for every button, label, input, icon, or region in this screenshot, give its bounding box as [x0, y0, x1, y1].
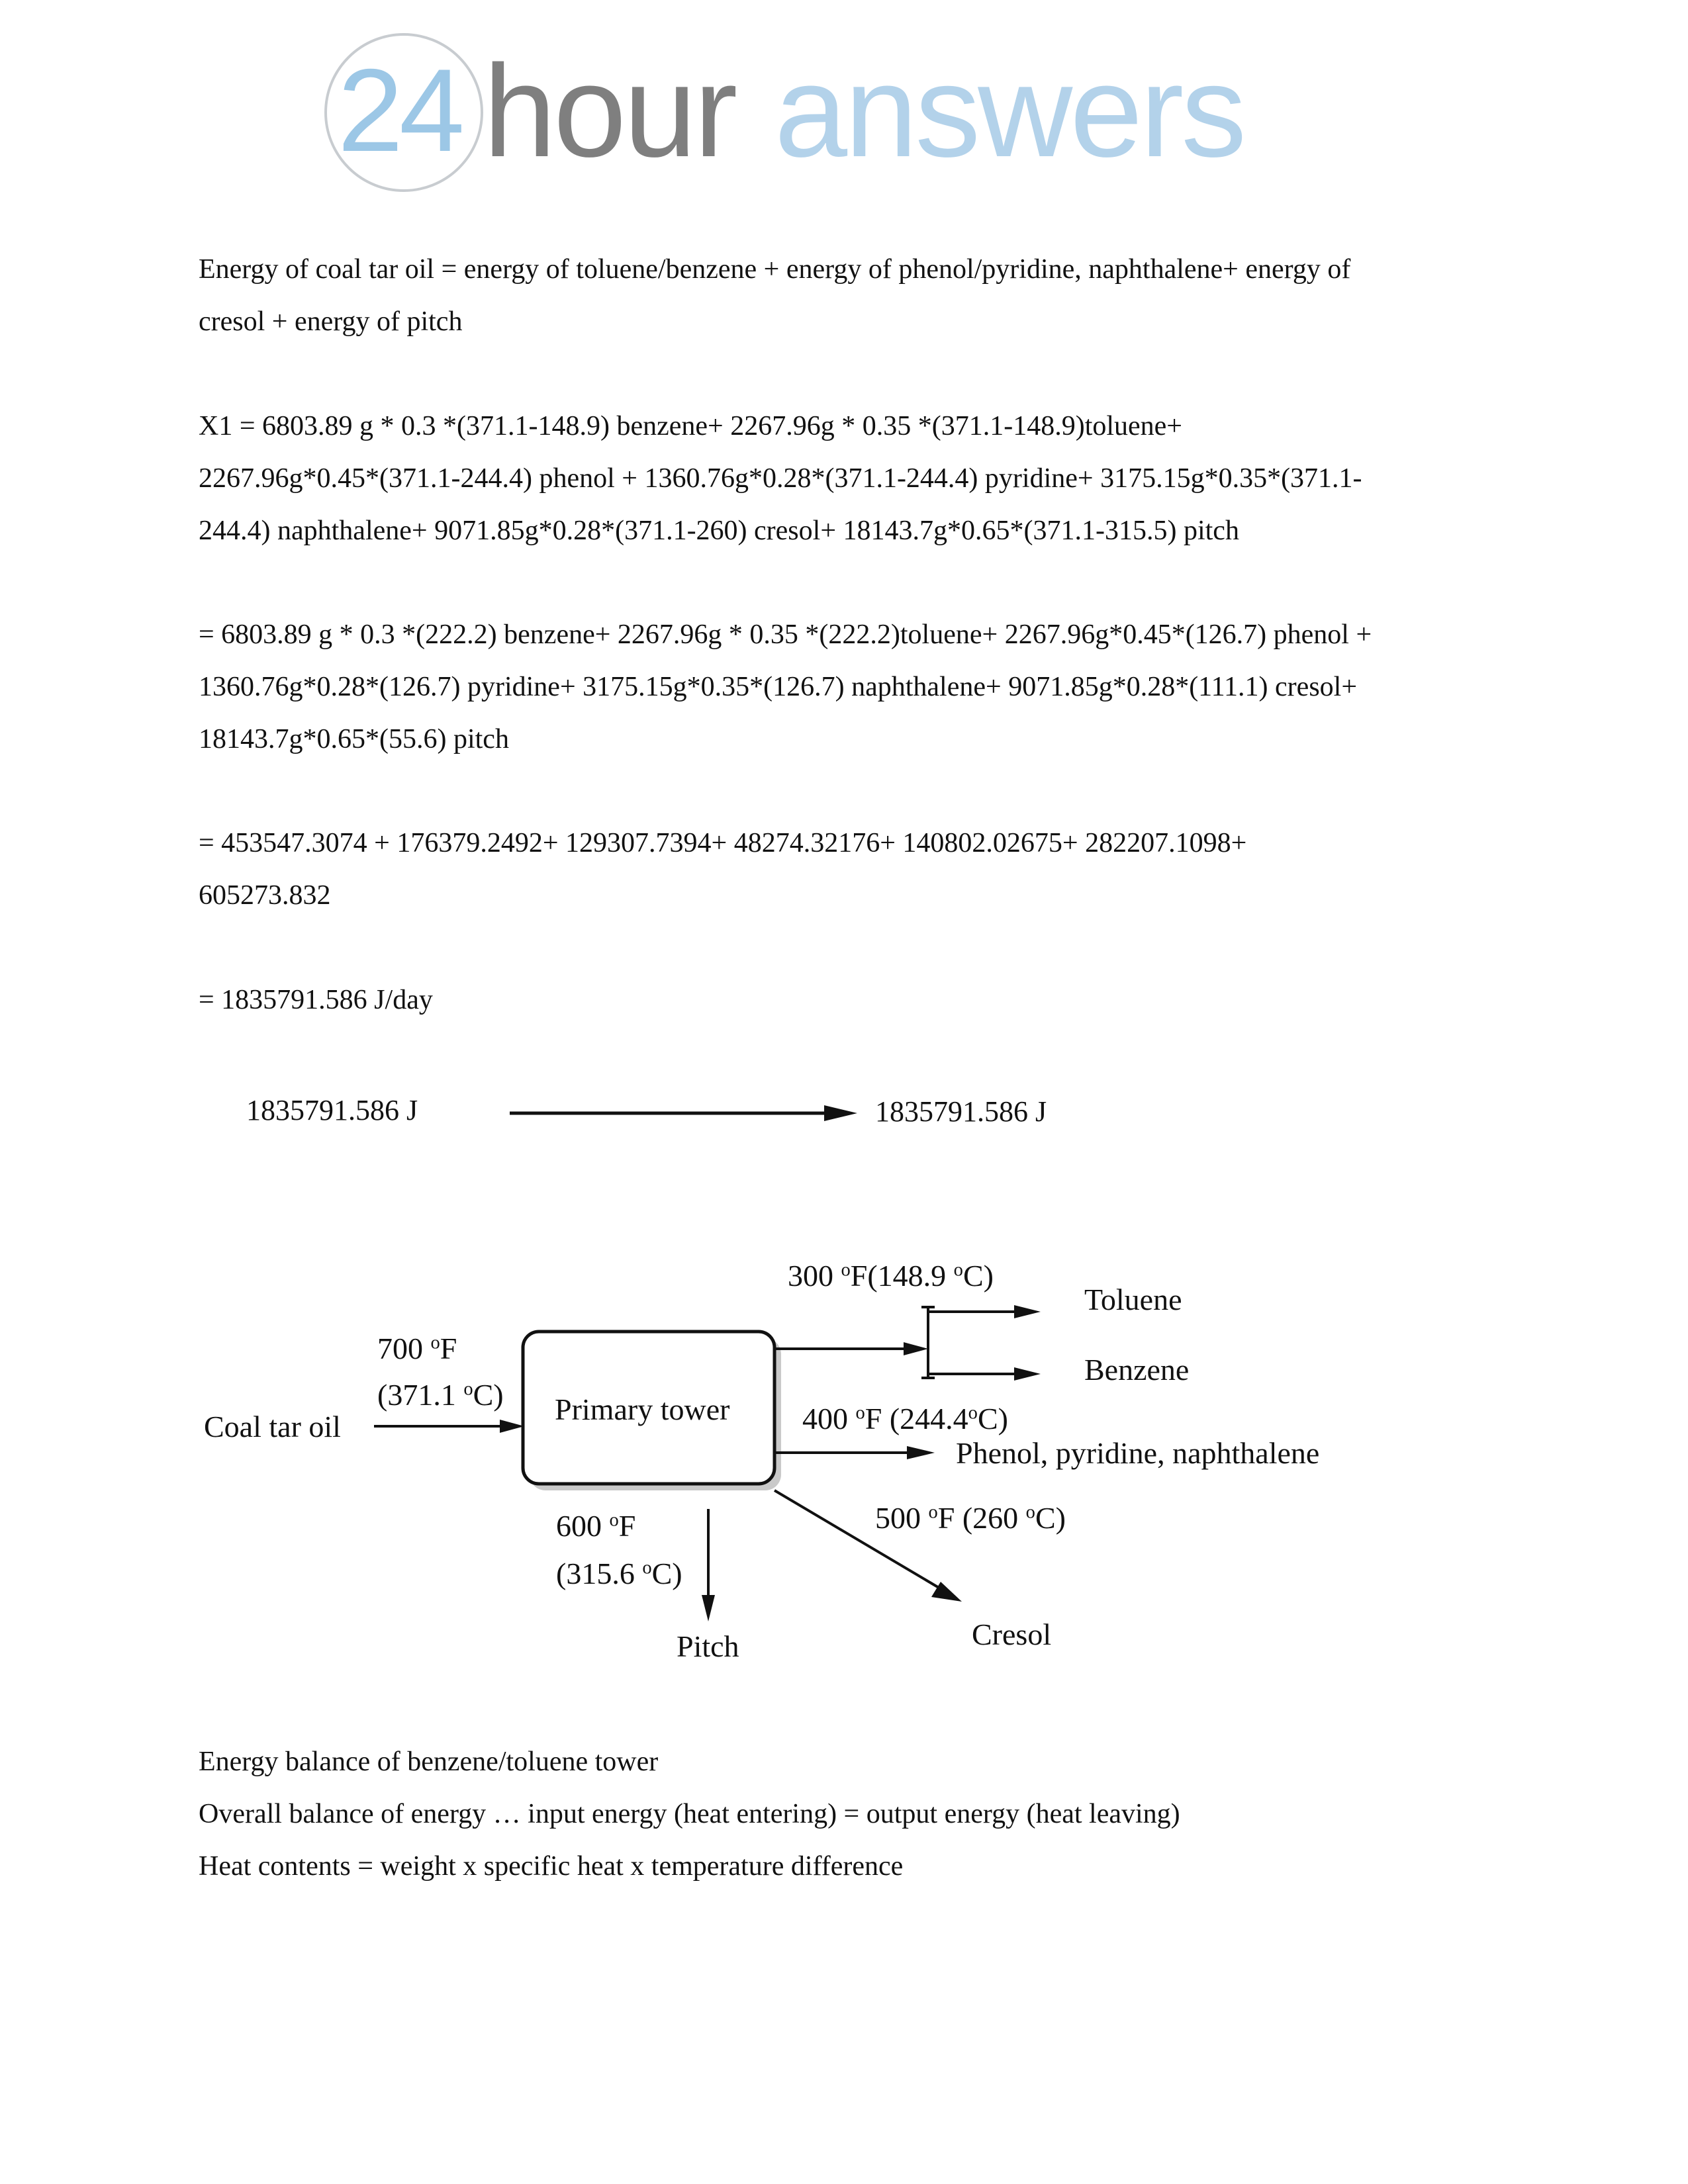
side-temp-label: 400 $^o$F (244.4$^o$C)	[802, 1402, 1008, 1435]
energy-output-label: 1835791.586 J	[875, 1095, 1047, 1128]
text-line: X1 = 6803.89 g * 0.3 *(371.1-148.9) benzene+ 2267.96g * 0.35 *(371.1-148.9)toluene+	[199, 411, 1182, 441]
text-line: Energy of coal tar oil = energy of toluene/benzene + energy of phenol/pyridine, naphthalene+ energy of	[199, 254, 1351, 285]
toluene-label: Toluene	[1084, 1283, 1182, 1316]
top-outlet-arrowhead	[904, 1342, 928, 1355]
energy-flow-arrow	[0, 1085, 1688, 1138]
side-draw-arrowhead	[907, 1446, 935, 1459]
pitch-label: Pitch	[677, 1629, 739, 1663]
bottom-temp-c-label: (315.6 $^o$C)	[556, 1557, 682, 1590]
primary-tower-diagram	[0, 1231, 1688, 1681]
feed-temp-f-label: 700 $^o$F	[377, 1332, 457, 1365]
paragraph-x1-expression	[199, 400, 1496, 557]
energy-flow-row	[0, 1085, 1688, 1138]
total-line: = 1835791.586 J/day	[199, 985, 433, 1015]
logo-word-hour: hour	[483, 38, 735, 184]
feed-temp-c-label: (371.1 $^o$C)	[377, 1378, 504, 1412]
text-line: Energy balance of benzene/toluene tower	[199, 1747, 659, 1777]
cresol-label: Cresol	[972, 1617, 1052, 1651]
benzene-arrowhead	[1014, 1367, 1041, 1381]
energy-input-label: 1835791.586 J	[246, 1094, 418, 1126]
paragraph-total	[199, 974, 1496, 1026]
toluene-arrowhead	[1014, 1305, 1041, 1318]
text-line: 244.4) naphthalene+ 9071.85g*0.28*(371.1-260) cresol+ 18143.7g*0.65*(371.1-315.5) pitch	[199, 516, 1239, 546]
text-line: 605273.832	[199, 880, 331, 911]
pitch-arrowhead	[702, 1595, 715, 1621]
text-line: 1360.76g*0.28*(126.7) pyridine+ 3175.15g*0.35*(126.7) naphthalene+ 9071.85g*0.28*(111.1) cresol+	[199, 672, 1358, 702]
text-line: = 6803.89 g * 0.3 *(222.2) benzene+ 2267.96g * 0.35 *(222.2)toluene+ 2267.96g*0.45*(126.7) phenol +	[199, 619, 1372, 650]
feed-name-label: Coal tar oil	[204, 1410, 341, 1443]
paragraph-terms	[199, 817, 1496, 922]
logo	[324, 33, 1304, 199]
text-line: Overall balance of energy … input energy (heat entering) = output energy (heat leaving)	[199, 1799, 1180, 1829]
logo-word-answers: answers	[774, 38, 1244, 184]
side-product-label: Phenol, pyridine, naphthalene	[956, 1436, 1320, 1470]
text-line: = 453547.3074 + 176379.2492+ 129307.7394+ 48274.32176+ 140802.02675+ 282207.1098+	[199, 828, 1247, 858]
text-line: cresol + energy of pitch	[199, 306, 463, 337]
diagram-lines	[0, 1231, 1688, 1681]
text-line: 18143.7g*0.65*(55.6) pitch	[199, 724, 509, 754]
benzene-label: Benzene	[1084, 1353, 1190, 1387]
paragraph-coal-tar-energy	[199, 244, 1496, 348]
bottom-temp-f-label: 600 $^o$F	[556, 1509, 636, 1543]
text-line: Heat contents = weight x specific heat x temperature difference	[199, 1851, 904, 1882]
top-temp-label: 300 $^o$F(148.9 $^o$C)	[788, 1259, 994, 1293]
cresol-temp-label: 500 $^o$F (260 $^o$C)	[875, 1501, 1066, 1535]
feed-arrowhead	[500, 1420, 524, 1433]
tower-label: Primary tower	[555, 1392, 730, 1426]
paragraph-substituted	[199, 609, 1496, 766]
text-line: 2267.96g*0.45*(371.1-244.4) phenol + 1360.76g*0.28*(371.1-244.4) pyridine+ 3175.15g*0.35*(371.1-	[199, 463, 1362, 494]
logo-number: 24	[338, 44, 461, 176]
paragraph-benzene-toluene-tower	[199, 1736, 1496, 1893]
